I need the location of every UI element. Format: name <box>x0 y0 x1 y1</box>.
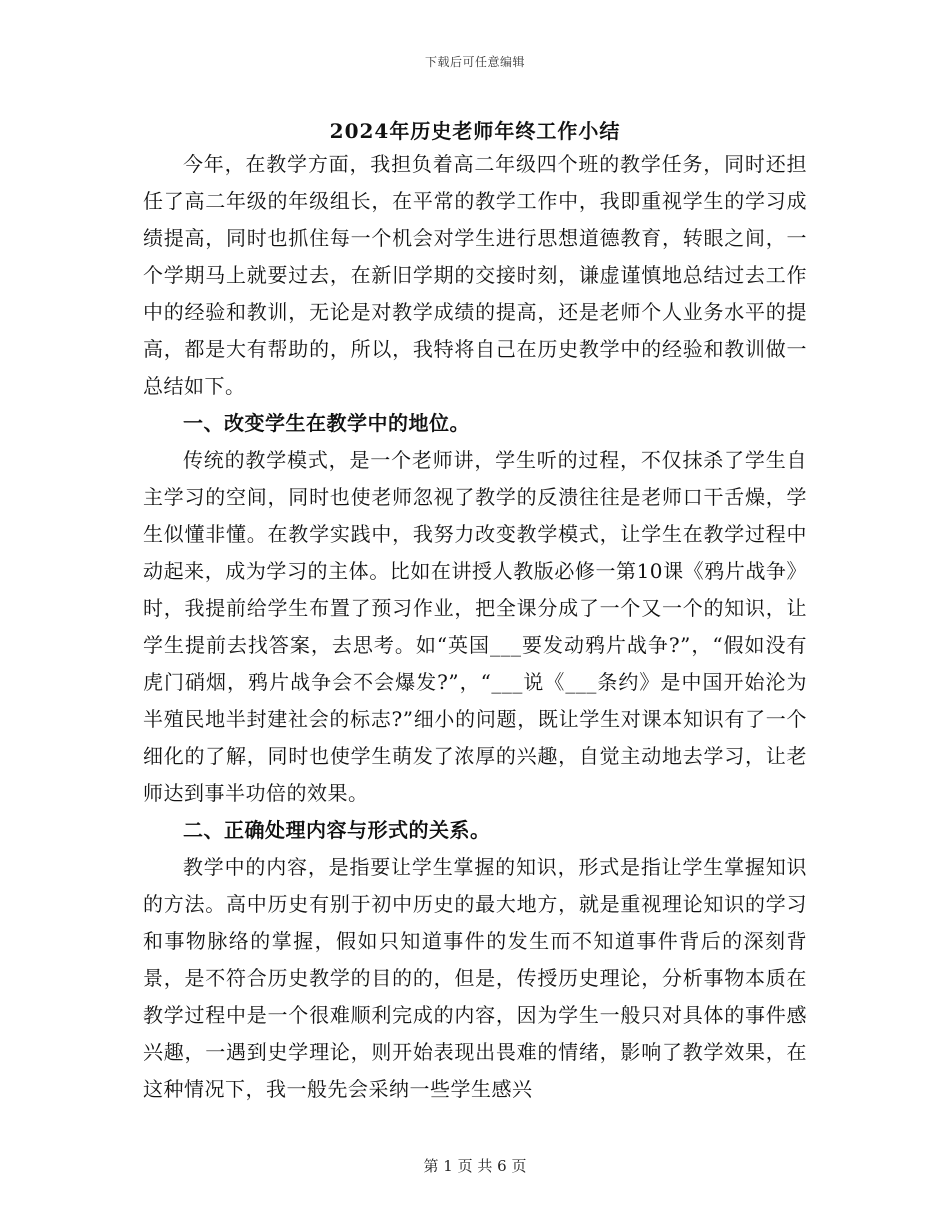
header-note: 下载后可任意编辑 <box>424 55 525 69</box>
section-heading-1: 一、改变学生在教学中的地位。 <box>183 411 470 435</box>
document-body <box>143 146 807 1108</box>
document-title: 2024年历史老师年终工作小结 <box>329 119 621 143</box>
section-heading-2: 二、正确处理内容与形式的关系。 <box>183 818 491 842</box>
paragraph-section-1: 传统的教学模式，是一个老师讲，学生听的过程，不仅抹杀了学生自主学习的空间，同时也使老师忽视了教学的反溃往往是老师口干舌燥，学生似懂非懂。在教学实践中，我努力改变教学模式，让学生在教学过程中动起来，成为学习的主体。比如在讲授人教版必修一第10课《鸦片战争》时，我提前给学生布置了预习作业，把全课分成了一个又一个的知识，让学生提前去找答案，去思考。如“英国___要发动鸦片战争?”，“假如没有虎门硝烟，鸦片战争会不会爆发?”，“___说《___条约》是中国开始沦为半殖民地半封建社会的标志?”细小的问题，既让学生对课本知识有了一个细化的了解，同时也使学生萌发了浓厚的兴趣，自觉主动地去学习，让老师达到事半功倍的效果。 <box>143 448 807 805</box>
page-number-footer: 第 1 页 共 6 页 <box>423 1157 527 1175</box>
paragraph-section-2: 教学中的内容，是指要让学生掌握的知识，形式是指让学生掌握知识的方法。高中历史有别于初中历史的最大地方，就是重视理论知识的学习和事物脉络的掌握，假如只知道事件的发生而不知道事件背后的深刻背景，是不符合历史教学的目的的，但是，传授历史理论，分析事物本质在教学过程中是一个很难顺利完成的内容，因为学生一般只对具体的事件感兴趣，一遇到史学理论，则开始表现出畏难的情绪，影响了教学效果，在这种情况下，我一般先会采纳一些学生感兴 <box>143 855 807 1101</box>
paragraph-intro: 今年，在教学方面，我担负着高二年级四个班的教学任务，同时还担任了高二年级的年级组长，在平常的教学工作中，我即重视学生的学习成绩提高，同时也抓住每一个机会对学生进行思想道德教育，转眼之间，一个学期马上就要过去，在新旧学期的交接时刻，谦虚谨慎地总结过去工作中的经验和教训，无论是对教学成绩的提高，还是老师个人业务水平的提高，都是大有帮助的，所以，我特将自己在历史教学中的经验和教训做一总结如下。 <box>143 152 807 398</box>
